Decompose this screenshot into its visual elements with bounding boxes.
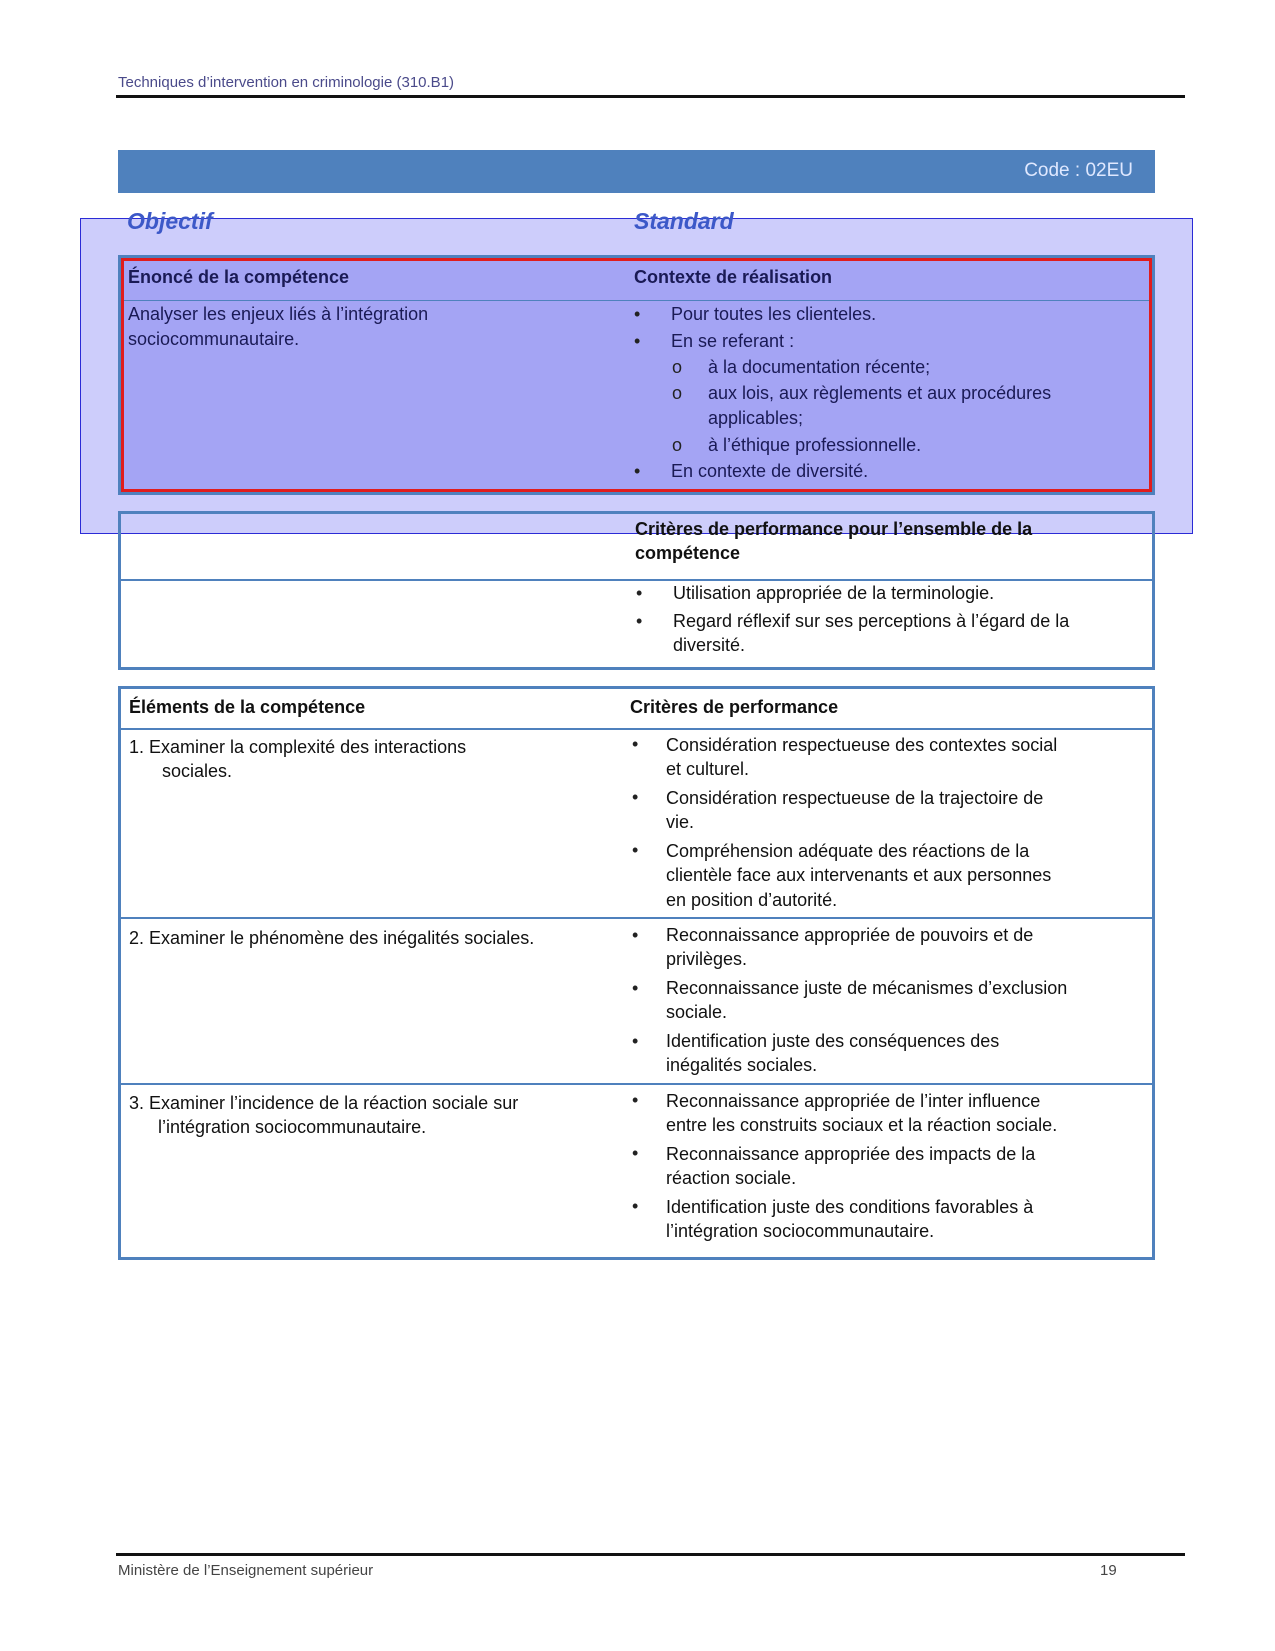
table-header-rule <box>124 300 1149 301</box>
criterion-2-3-cont: inégalités sociales. <box>666 1055 818 1075</box>
criterion-1-3-cont2: en position d’autorité. <box>666 890 838 910</box>
criterion-3-2-cont: réaction sociale. <box>666 1168 797 1188</box>
bullet-icon: • <box>632 1196 639 1216</box>
criterion-1-1: Considération respectueuse des contextes social <box>666 735 1058 755</box>
element-3-cont: l’intégration sociocommunautaire. <box>158 1117 427 1137</box>
criteria-overall-header-2: compétence <box>635 543 741 563</box>
bullet-icon: • <box>632 1143 639 1163</box>
bullet-icon: • <box>632 925 639 945</box>
standard-title: Standard <box>634 208 734 234</box>
criteria-header: Critères de performance <box>630 697 839 717</box>
selected-table-outline <box>121 258 1152 492</box>
contexte-subitem-3: à l’éthique professionnelle. <box>708 435 922 455</box>
criterion-2-1: Reconnaissance appropriée de pouvoirs et de <box>666 925 1034 945</box>
criterion-2-2: Reconnaissance juste de mécanismes d’exclusion <box>666 978 1068 998</box>
element-2: 2. Examiner le phénomène des inégalités sociales. <box>129 928 535 948</box>
enonce-header: Énoncé de la compétence <box>128 267 350 287</box>
criterion-3-2: Reconnaissance appropriée des impacts de la <box>666 1144 1036 1164</box>
element-3: 3. Examiner l’incidence de la réaction sociale sur <box>129 1093 519 1113</box>
footer-rule <box>116 1553 1185 1556</box>
page-number: 19 <box>1100 1562 1117 1579</box>
row-divider <box>121 1083 1152 1085</box>
criteria-overall-header-1: Critères de performance pour l’ensemble de la <box>635 519 1033 539</box>
criterion-2-2-cont: sociale. <box>666 1002 728 1022</box>
enonce-text-2: sociocommunautaire. <box>128 329 300 349</box>
criterion-3-3: Identification juste des conditions favorables à <box>666 1197 1034 1217</box>
criteria-overall-2-cont: diversité. <box>673 635 746 655</box>
row-divider <box>121 917 1152 919</box>
bullet-icon: • <box>632 978 639 998</box>
footer-ministry: Ministère de l’Enseignement supérieur <box>118 1562 374 1579</box>
elements-header: Éléments de la compétence <box>129 697 366 717</box>
bullet-icon: • <box>636 583 643 603</box>
enonce-text-1: Analyser les enjeux liés à l’intégration <box>128 304 429 324</box>
bullet-icon: • <box>632 840 639 860</box>
criterion-1-3-cont: clientèle face aux intervenants et aux personnes <box>666 865 1052 885</box>
criterion-1-1-cont: et culturel. <box>666 759 750 779</box>
criterion-2-3: Identification juste des conséquences des <box>666 1031 1000 1051</box>
contexte-item-3: En contexte de diversité. <box>671 461 869 481</box>
contexte-subitem-1: à la documentation récente; <box>708 357 931 377</box>
code-bar <box>118 150 1155 193</box>
criterion-3-1: Reconnaissance appropriée de l’inter influence <box>666 1091 1041 1111</box>
contexte-header: Contexte de réalisation <box>634 267 833 287</box>
sub-bullet-icon: o <box>672 357 683 377</box>
bullet-icon: • <box>632 1031 639 1051</box>
table-header-rule <box>121 579 1152 581</box>
bullet-icon: • <box>634 304 641 324</box>
criterion-1-3: Compréhension adéquate des réactions de la <box>666 841 1030 861</box>
element-1: 1. Examiner la complexité des interactions <box>129 737 467 757</box>
criteria-overall-1: Utilisation appropriée de la terminologie. <box>673 583 995 603</box>
criterion-3-3-cont: l’intégration sociocommunautaire. <box>666 1221 935 1241</box>
contexte-subitem-2: aux lois, aux règlements et aux procédures <box>708 383 1052 403</box>
sub-bullet-icon: o <box>672 435 683 455</box>
criterion-3-1-cont: entre les construits sociaux et la réaction sociale. <box>666 1115 1058 1135</box>
criterion-2-1-cont: privilèges. <box>666 949 748 969</box>
bullet-icon: • <box>634 461 641 481</box>
elements-table <box>118 686 1155 1260</box>
sub-bullet-icon: o <box>672 383 683 403</box>
code-label: Code : 02EU <box>1024 160 1133 181</box>
contexte-item-1: Pour toutes les clienteles. <box>671 304 877 324</box>
bullet-icon: • <box>632 787 639 807</box>
table-header-rule <box>121 728 1152 730</box>
document-header: Techniques d’intervention en criminologie (310.B1) <box>118 74 455 91</box>
contexte-subitem-2-cont: applicables; <box>708 408 804 428</box>
header-rule <box>116 95 1185 98</box>
bullet-icon: • <box>632 1090 639 1110</box>
bullet-icon: • <box>634 331 641 351</box>
bullet-icon: • <box>636 611 643 631</box>
criterion-1-2-cont: vie. <box>666 812 695 832</box>
objectif-title: Objectif <box>127 208 213 234</box>
criterion-1-2: Considération respectueuse de la trajectoire de <box>666 788 1044 808</box>
contexte-item-2: En se referant : <box>671 331 795 351</box>
criteria-overall-2: Regard réflexif sur ses perceptions à l’égard de la <box>673 611 1070 631</box>
bullet-icon: • <box>632 734 639 754</box>
element-1-cont: sociales. <box>162 761 233 781</box>
